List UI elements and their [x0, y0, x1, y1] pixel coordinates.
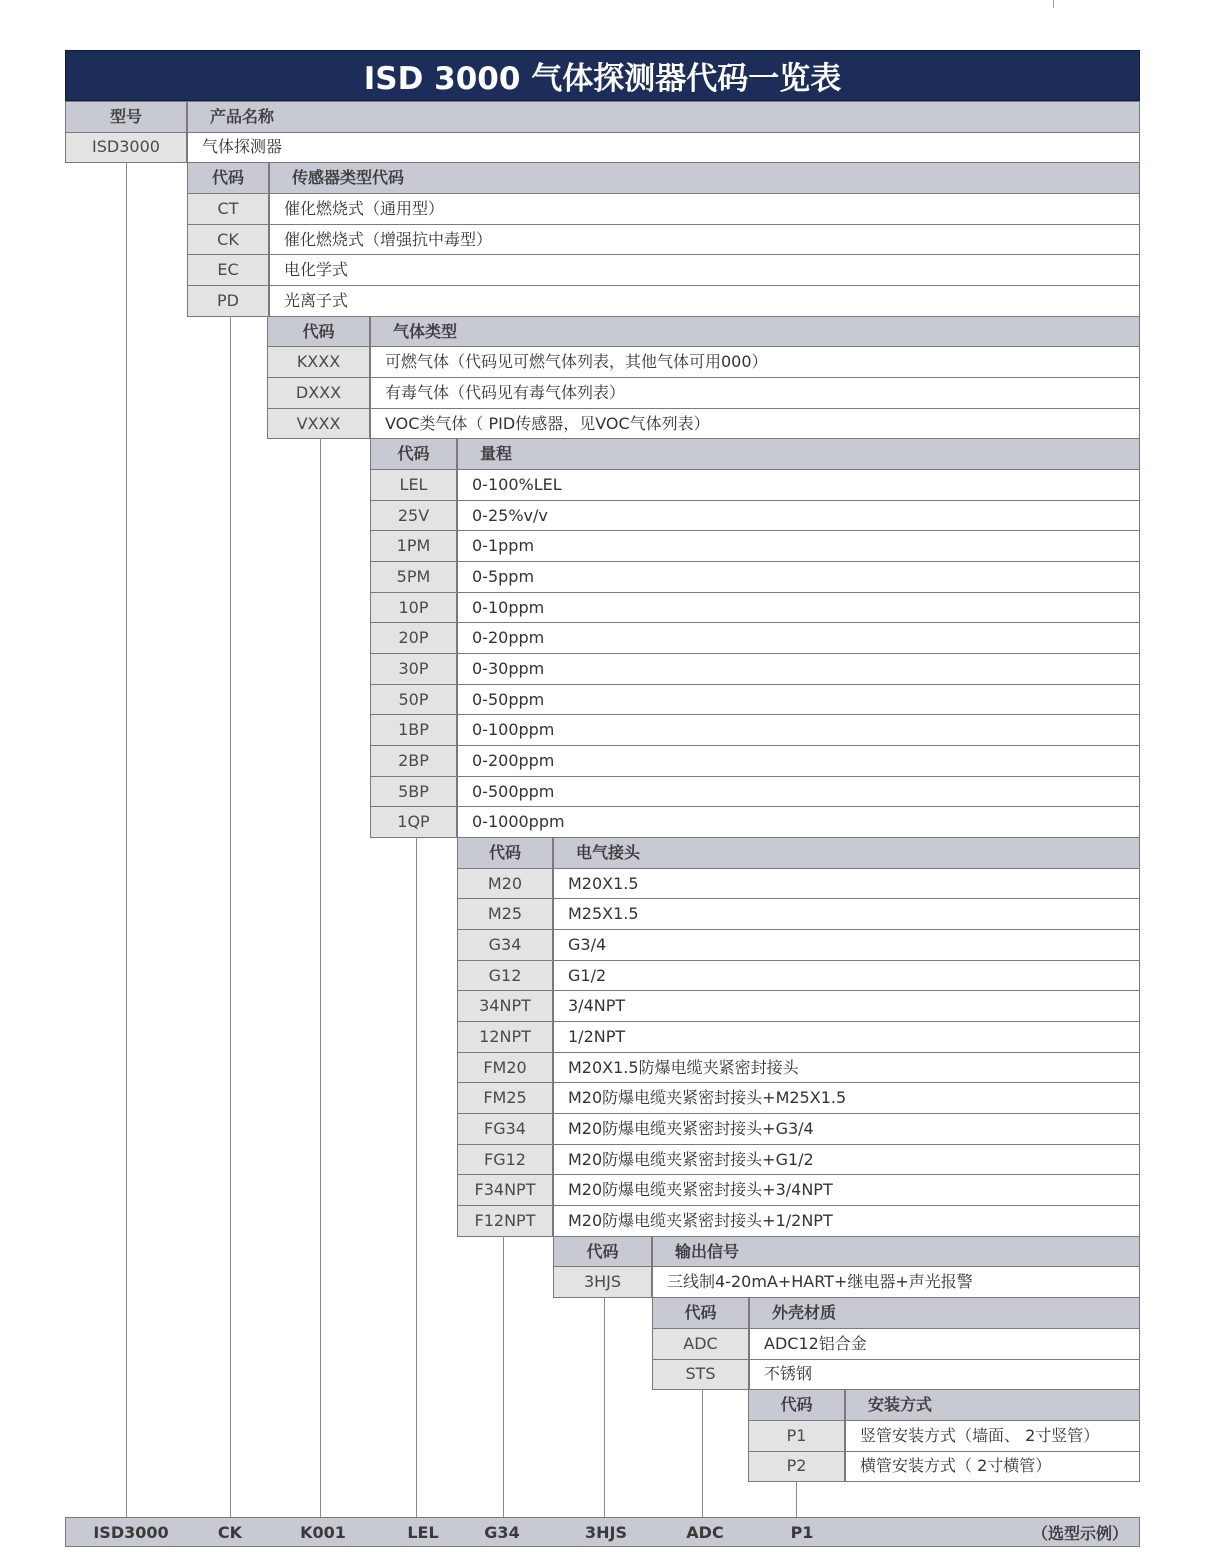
range-row-code: 1QP — [370, 806, 457, 838]
connector-row-code: 12NPT — [457, 1021, 553, 1053]
range-row-code: 20P — [370, 622, 457, 654]
housing-material-header-code: 代码 — [652, 1297, 749, 1329]
connector-line — [416, 837, 417, 1517]
connector-line — [604, 1297, 605, 1517]
example-item: LEL — [407, 1522, 439, 1542]
connector-row-code: 34NPT — [457, 990, 553, 1022]
range-row-desc: 0-10ppm — [457, 592, 1140, 624]
mounting-row-desc: 竖管安装方式（墙面、 2寸竖管） — [845, 1420, 1140, 1452]
connector-row-code: M25 — [457, 898, 553, 930]
housing-material-row-desc: ADC12铝合金 — [749, 1328, 1140, 1360]
connector-line — [796, 1481, 797, 1517]
range-row-code: LEL — [370, 469, 457, 501]
example-item: G34 — [484, 1522, 520, 1542]
range-row-code: 1PM — [370, 530, 457, 562]
range-row-code: 10P — [370, 592, 457, 624]
connector-row-code: FM25 — [457, 1082, 553, 1114]
connector-row-code: M20 — [457, 868, 553, 900]
example-item: 3HJS — [585, 1522, 627, 1542]
gas-type-row-desc: VOC类气体（ PID传感器，见VOC气体列表） — [370, 408, 1140, 440]
range-row-code: 25V — [370, 500, 457, 532]
sensor-type-row-desc: 催化燃烧式（增强抗中毒型） — [269, 224, 1140, 256]
sensor-type-row-desc: 电化学式 — [269, 254, 1140, 286]
range-row-desc: 0-50ppm — [457, 684, 1140, 716]
example-item: ADC — [686, 1522, 724, 1542]
connector-row-code: G34 — [457, 929, 553, 961]
range-row-code: 2BP — [370, 745, 457, 777]
connector-row-desc: M25X1.5 — [553, 898, 1140, 930]
range-row-desc: 0-5ppm — [457, 561, 1140, 593]
gas-type-row-code: DXXX — [267, 377, 370, 409]
range-row-desc: 0-100ppm — [457, 714, 1140, 746]
mounting-row-code: P1 — [748, 1420, 845, 1452]
output-signal-row-code: 3HJS — [553, 1266, 652, 1298]
housing-material-row-code: ADC — [652, 1328, 749, 1360]
range-row-code: 50P — [370, 684, 457, 716]
range-row-desc: 0-1ppm — [457, 530, 1140, 562]
connector-row-desc: 3/4NPT — [553, 990, 1140, 1022]
connector-row-desc: M20X1.5 — [553, 868, 1140, 900]
connector-row-desc: M20防爆电缆夹紧密封接头+G3/4 — [553, 1113, 1140, 1145]
range-row-desc: 0-100%LEL — [457, 469, 1140, 501]
connector-row-desc: G1/2 — [553, 960, 1140, 992]
connector-row-code: F34NPT — [457, 1174, 553, 1206]
connector-row-code: G12 — [457, 960, 553, 992]
connector-row-desc: G3/4 — [553, 929, 1140, 961]
housing-material-header-name: 外壳材质 — [749, 1297, 1140, 1329]
output-signal-row-desc: 三线制4-20mA+HART+继电器+声光报警 — [652, 1266, 1140, 1298]
model-header-name: 产品名称 — [187, 101, 1140, 133]
example-item: CK — [217, 1522, 243, 1542]
example-item: K001 — [300, 1522, 346, 1542]
gas-type-row-code: VXXX — [267, 408, 370, 440]
range-row-desc: 0-500ppm — [457, 776, 1140, 808]
connector-line — [503, 1236, 504, 1517]
connector-row-code: FM20 — [457, 1052, 553, 1084]
sensor-type-row-desc: 催化燃烧式（通用型） — [269, 193, 1140, 225]
mounting-row-code: P2 — [748, 1451, 845, 1483]
gas-type-row-code: KXXX — [267, 346, 370, 378]
connector-line — [230, 316, 231, 1517]
range-header-code: 代码 — [370, 438, 457, 470]
sensor-type-row-code: CT — [187, 193, 269, 225]
connector-row-code: F12NPT — [457, 1205, 553, 1237]
sensor-type-header-name: 传感器类型代码 — [269, 162, 1140, 194]
mounting-header-name: 安装方式 — [845, 1389, 1140, 1421]
connector-row-desc: M20防爆电缆夹紧密封接头+3/4NPT — [553, 1174, 1140, 1206]
example-label: （选型示例） — [1031, 1523, 1129, 1543]
range-row-desc: 0-25%v/v — [457, 500, 1140, 532]
connector-row-desc: M20防爆电缆夹紧密封接头+M25X1.5 — [553, 1082, 1140, 1114]
connector-row-desc: M20防爆电缆夹紧密封接头+G1/2 — [553, 1144, 1140, 1176]
page-title: ISD 3000 气体探测器代码一览表 — [65, 50, 1140, 101]
sensor-type-row-code: PD — [187, 285, 269, 317]
range-row-code: 30P — [370, 653, 457, 685]
sensor-type-row-code: CK — [187, 224, 269, 256]
model-name: 气体探测器 — [187, 132, 1140, 164]
range-header-name: 量程 — [457, 438, 1140, 470]
housing-material-row-desc: 不锈钢 — [749, 1359, 1140, 1391]
range-row-desc: 0-200ppm — [457, 745, 1140, 777]
range-row-desc: 0-20ppm — [457, 622, 1140, 654]
output-signal-header-name: 输出信号 — [652, 1236, 1140, 1268]
connector-line — [320, 438, 321, 1517]
mounting-header-code: 代码 — [748, 1389, 845, 1421]
sensor-type-row-desc: 光离子式 — [269, 285, 1140, 317]
connector-line — [702, 1389, 703, 1517]
range-row-desc: 0-30ppm — [457, 653, 1140, 685]
example-item: ISD3000 — [93, 1522, 169, 1542]
connector-row-desc: 1/2NPT — [553, 1021, 1140, 1053]
model-code: ISD3000 — [65, 132, 187, 164]
connector-line — [126, 162, 127, 1517]
sensor-type-row-code: EC — [187, 254, 269, 286]
range-row-desc: 0-1000ppm — [457, 806, 1140, 838]
mounting-row-desc: 横管安装方式（ 2寸横管） — [845, 1451, 1140, 1483]
connector-header-code: 代码 — [457, 837, 553, 869]
output-signal-header-code: 代码 — [553, 1236, 652, 1268]
example-item: P1 — [790, 1522, 814, 1542]
connector-row-desc: M20X1.5防爆电缆夹紧密封接头 — [553, 1052, 1140, 1084]
model-header-code: 型号 — [65, 101, 187, 133]
corner-tick — [1053, 0, 1054, 8]
connector-row-code: FG34 — [457, 1113, 553, 1145]
gas-type-header-name: 气体类型 — [370, 316, 1140, 348]
gas-type-row-desc: 可燃气体（代码见可燃气体列表，其他气体可用000） — [370, 346, 1140, 378]
sensor-type-header-code: 代码 — [187, 162, 269, 194]
gas-type-header-code: 代码 — [267, 316, 370, 348]
connector-row-code: FG12 — [457, 1144, 553, 1176]
connector-header-name: 电气接头 — [553, 837, 1140, 869]
connector-row-desc: M20防爆电缆夹紧密封接头+1/2NPT — [553, 1205, 1140, 1237]
range-row-code: 5PM — [370, 561, 457, 593]
range-row-code: 1BP — [370, 714, 457, 746]
range-row-code: 5BP — [370, 776, 457, 808]
housing-material-row-code: STS — [652, 1359, 749, 1391]
gas-type-row-desc: 有毒气体（代码见有毒气体列表） — [370, 377, 1140, 409]
